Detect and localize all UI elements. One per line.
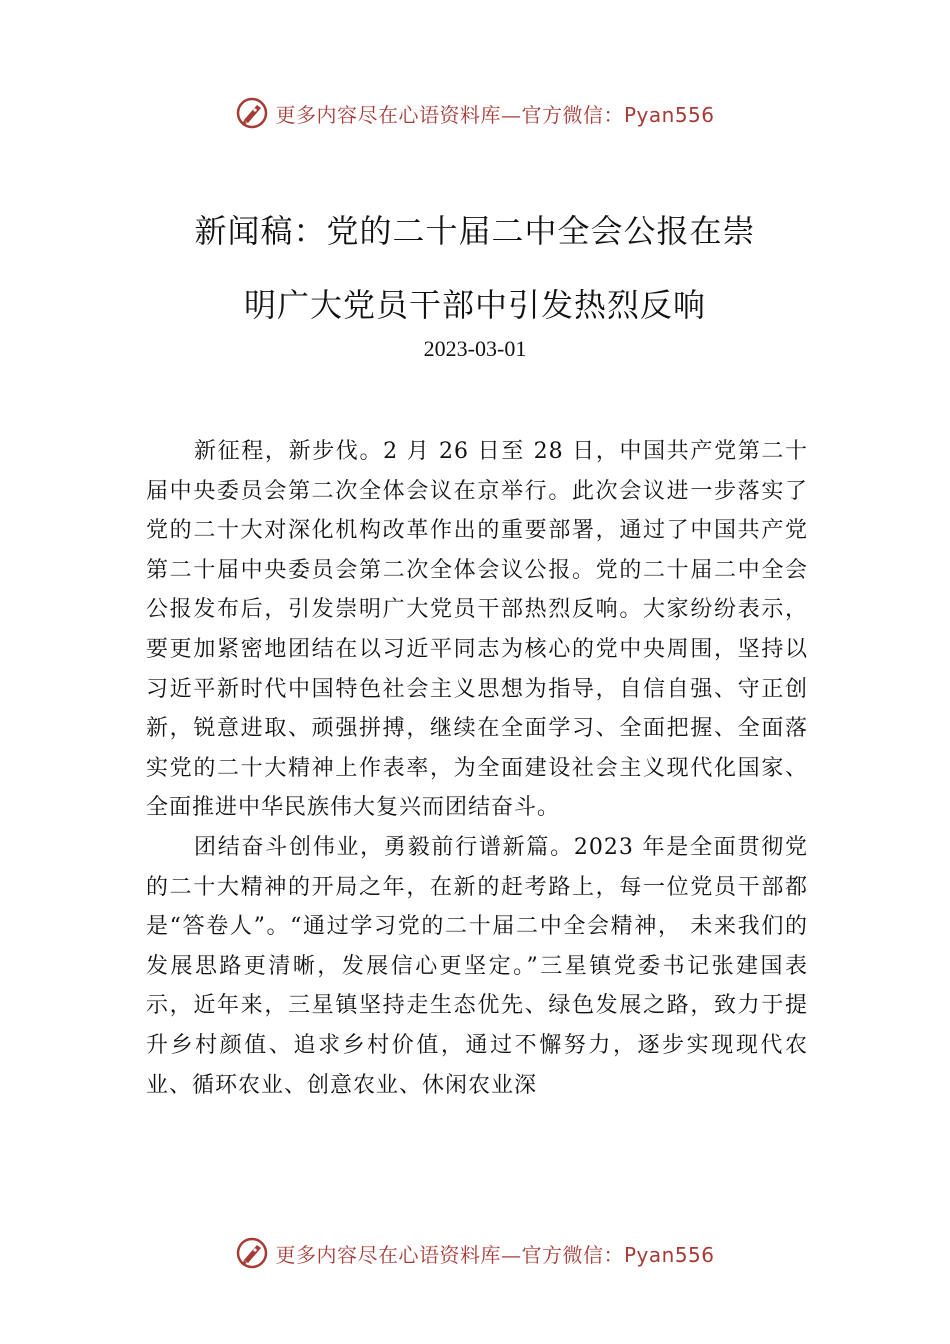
header-watermark: [0, 96, 950, 130]
pen-nib-logo-icon: [235, 96, 269, 130]
watermark-text: 更多内容尽在心语资料库—官方微信：Pyan556: [275, 102, 715, 127]
watermark-text: 更多内容尽在心语资料库—官方微信：Pyan556: [275, 1242, 715, 1267]
pen-nib-logo-icon: [235, 1236, 269, 1270]
footer-watermark: [0, 1236, 950, 1270]
title-line-1: 新闻稿：党的二十届二中全会公报在崇: [194, 212, 756, 250]
paragraph-1: 新征程，新步伐。2 月 26 日至 28 日，中国共产党第二十届中央委员会第二次全体会议在京举行。此次会议进一步落实了党的二十大对深化机构改革作出的重要部署，通过了中国共产党第二十届中央委员会第二次全体会议公报。党的二十届二中全会公报发布后，引发崇明广大党员干部热烈反响。大家纷纷表示，要更加紧密地团结在以习近平同志为核心的党中央周围，坚持以习近平新时代中国特色社会主义思想为指导，自信自强、守正创新，锐意进取、顽强拼搏，继续在全面学习、全面把握、全面落实党的二十大精神上作表率，为全面建设社会主义现代化国家、全面推进中华民族伟大复兴而团结奋斗。: [146, 439, 808, 821]
document-date: 2023-03-01: [423, 336, 527, 361]
document-title: [145, 194, 805, 342]
paragraph-2: 团结奋斗创伟业，勇毅前行谱新篇。2023 年是全面贯彻党的二十大精神的开局之年，在新的赶考路上，每一位党员干部都是“答卷人”。“通过学习党的二十届二中全会精神， 未来我们的发展思路更清晰，发展信心更坚定。”三星镇党委书记张建国表示，近年来，三星镇坚持走生态优先、绿色发展之路，致力于提升乡村颜值、追求乡村价值，通过不懈努力，逐步实现现代农业、循环农业、创意农业、休闲农业深: [146, 834, 808, 1098]
title-line-2: 明广大党员干部中引发热烈反响: [243, 286, 706, 324]
document-body: [146, 432, 808, 1105]
